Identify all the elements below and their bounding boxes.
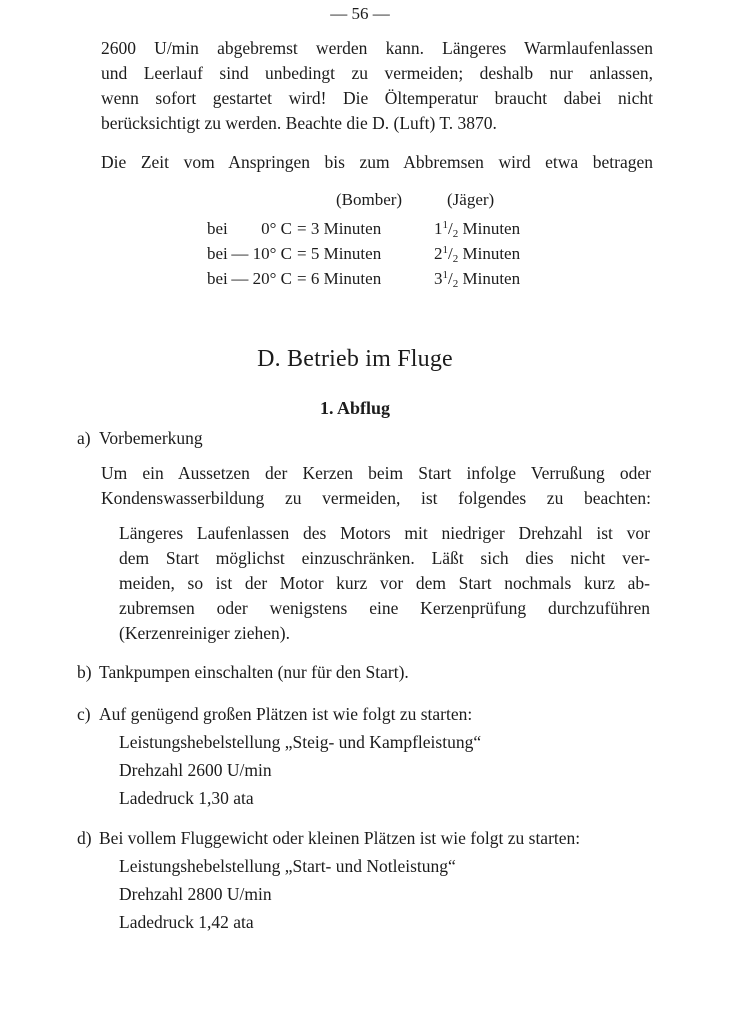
intro-paragraph bbox=[101, 36, 653, 136]
item-d bbox=[77, 826, 580, 851]
row-bomber-time: = 3 Minuten bbox=[297, 219, 382, 238]
row-bomber-time: = 6 Minuten bbox=[297, 269, 382, 288]
item-b bbox=[77, 660, 409, 685]
table-header-jaeger: (Jäger) bbox=[447, 190, 495, 209]
indented-line: dem Start möglichst einzuschränken. Läßt sich dies nicht ver- bbox=[119, 548, 650, 568]
jaeger-whole: 1 bbox=[434, 219, 443, 238]
intro-line: und Leerlauf sind unbedingt zu vermeiden; deshalb nur anlassen, bbox=[101, 63, 653, 83]
fraction-denominator: 2 bbox=[452, 253, 459, 265]
indented-line: zubremsen oder wenigstens eine Kerzenprüfung durchzuführen bbox=[119, 598, 650, 618]
item-text: Tankpumpen einschalten (nur für den Start). bbox=[99, 662, 409, 682]
row-temperature: 0° C bbox=[261, 219, 292, 238]
jaeger-fraction: $^1/_2$ bbox=[442, 269, 459, 290]
indented-line: Längeres Laufenlassen des Motors mit niedriger Drehzahl ist vor bbox=[119, 523, 650, 543]
item-letter: d) bbox=[77, 828, 92, 848]
item-a-line: Um ein Aussetzen der Kerzen beim Start infolge Verrußung oder bbox=[101, 463, 651, 483]
item-a-line: Kondenswasserbildung zu vermeiden, ist folgendes zu beachten: bbox=[101, 488, 651, 508]
item-title: Vorbemerkung bbox=[99, 428, 203, 448]
fraction-numerator: 1 bbox=[442, 244, 448, 256]
setting-line: Ladedruck 1,30 ata bbox=[119, 788, 254, 808]
fraction-numerator: 1 bbox=[442, 269, 448, 281]
row-jaeger-time bbox=[434, 269, 520, 290]
setting-line: Ladedruck 1,42 ata bbox=[119, 912, 254, 932]
row-bomber-time: = 5 Minuten bbox=[297, 244, 382, 263]
fraction-numerator: 1 bbox=[442, 219, 448, 231]
jaeger-unit: Minuten bbox=[462, 219, 521, 238]
section-heading: D. Betrieb im Fluge bbox=[257, 346, 453, 372]
sub-heading: 1. Abflug bbox=[319, 398, 391, 418]
time-sentence-paragraph bbox=[101, 150, 653, 175]
indented-line: (Kerzenreiniger ziehen). bbox=[119, 623, 291, 643]
page-number: — 56 — bbox=[330, 4, 390, 23]
intro-line: 2600 U/min abgebremst werden kann. Längeres Warmlaufenlassen bbox=[101, 38, 653, 58]
jaeger-fraction: $^1/_2$ bbox=[442, 244, 459, 265]
time-table bbox=[0, 190, 755, 300]
time-sentence: Die Zeit vom Anspringen bis zum Abbremsen wird etwa betragen bbox=[101, 152, 653, 172]
jaeger-unit: Minuten bbox=[462, 244, 521, 263]
intro-line: berücksichtigt zu werden. Beachte die D. (Luft) T. 3870. bbox=[101, 113, 497, 133]
fraction-denominator: 2 bbox=[452, 228, 459, 240]
item-letter: a) bbox=[77, 428, 91, 448]
setting-line: Drehzahl 2800 U/min bbox=[119, 884, 272, 904]
jaeger-unit: Minuten bbox=[462, 269, 521, 288]
row-temperature: — 20° C bbox=[231, 269, 292, 288]
row-jaeger-time bbox=[434, 244, 520, 265]
table-header-bomber: (Bomber) bbox=[336, 190, 403, 209]
item-c bbox=[77, 702, 472, 727]
item-d-settings bbox=[119, 852, 456, 936]
intro-line: wenn sofort gestartet wird! Die Öltemperatur braucht dabei nicht bbox=[101, 88, 653, 108]
setting-line: Leistungshebelstellung „Steig- und Kampfleistung“ bbox=[119, 732, 482, 752]
item-letter: b) bbox=[77, 662, 92, 682]
item-text: Bei vollem Fluggewicht oder kleinen Plätzen ist wie folgt zu starten: bbox=[99, 828, 581, 848]
jaeger-whole: 2 bbox=[434, 244, 443, 263]
jaeger-whole: 3 bbox=[434, 269, 443, 288]
item-letter: c) bbox=[77, 704, 91, 724]
setting-line: Drehzahl 2600 U/min bbox=[119, 760, 272, 780]
jaeger-fraction: $^1/_2$ bbox=[442, 219, 459, 240]
item-a-paragraph bbox=[101, 461, 651, 511]
row-prefix: bei bbox=[207, 269, 228, 288]
row-prefix: bei bbox=[207, 244, 228, 263]
fraction-denominator: 2 bbox=[452, 278, 459, 290]
item-c-settings bbox=[119, 728, 481, 812]
row-jaeger-time bbox=[434, 219, 520, 240]
indented-line: meiden, so ist der Motor kurz vor dem Start nochmals kurz ab- bbox=[119, 573, 650, 593]
item-a-title bbox=[77, 426, 203, 451]
row-temperature: — 10° C bbox=[231, 244, 292, 263]
setting-line: Leistungshebelstellung „Start- und Notleistung“ bbox=[119, 856, 456, 876]
item-text: Auf genügend großen Plätzen ist wie folgt zu starten: bbox=[99, 704, 473, 724]
row-prefix: bei bbox=[207, 219, 228, 238]
item-a-indented-paragraph bbox=[119, 521, 650, 646]
